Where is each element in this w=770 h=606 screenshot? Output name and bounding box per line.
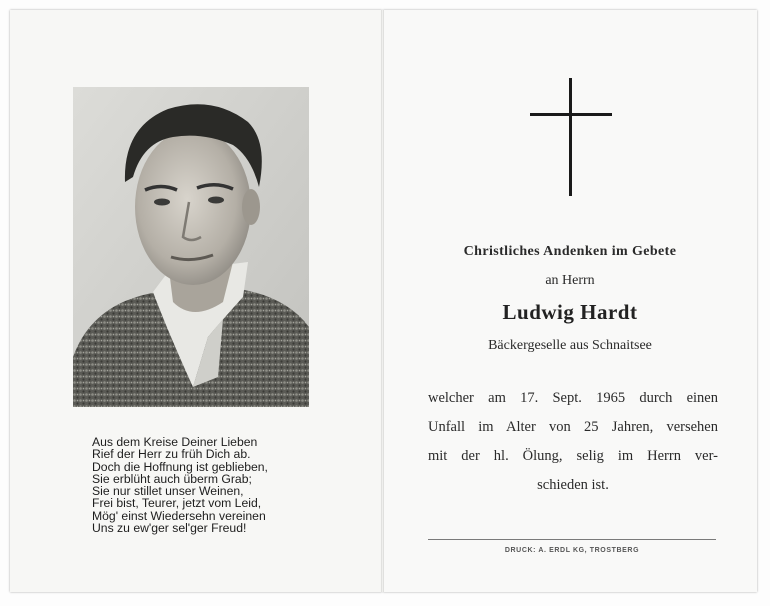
latin-cross-icon xyxy=(530,78,612,196)
poem-line: Aus dem Kreise Deiner Lieben xyxy=(92,435,258,449)
death-notice-text xyxy=(428,388,718,504)
portrait-photo xyxy=(73,87,309,407)
notice-line: schieden ist. xyxy=(537,477,609,493)
poem-line: Sie nur stillet unser Weinen, xyxy=(92,484,244,499)
card-fold xyxy=(381,10,384,592)
cross-horizontal-bar xyxy=(530,113,612,116)
memorial-heading: Christliches Andenken im Gebete xyxy=(463,244,677,259)
deceased-name: Ludwig Hardt xyxy=(502,300,638,324)
notice-line: welcher am 17. Sept. 1965 durch einen xyxy=(428,390,718,406)
printer-credit: DRUCK: A. ERDL KG, TROSTBERG xyxy=(504,547,640,554)
poem-line: Mög' einst Wiedersehn vereinen xyxy=(92,508,266,523)
portrait-icon xyxy=(73,87,309,407)
notice-line: mit der hl. Ölung, selig im Herrn ver- xyxy=(428,448,718,464)
memorial-poem xyxy=(92,436,352,534)
occupation: Bäckergeselle aus Schnaitsee xyxy=(488,338,652,353)
divider-rule xyxy=(428,539,716,540)
poem-line: Uns zu ew'ger sel'ger Freud! xyxy=(92,521,247,536)
poem-line: Rief der Herr zu früh Dich ab. xyxy=(92,447,251,462)
poem-line: Frei bist, Teurer, jetzt vom Leid, xyxy=(92,496,262,511)
cross-vertical-bar xyxy=(569,78,572,196)
poem-line: Sie erblüht auch überm Grab; xyxy=(92,471,252,486)
poem-line: Doch die Hoffnung ist geblieben, xyxy=(92,459,268,474)
notice-line: Unfall im Alter von 25 Jahren, versehen xyxy=(428,419,718,435)
salutation: an Herrn xyxy=(545,273,595,288)
